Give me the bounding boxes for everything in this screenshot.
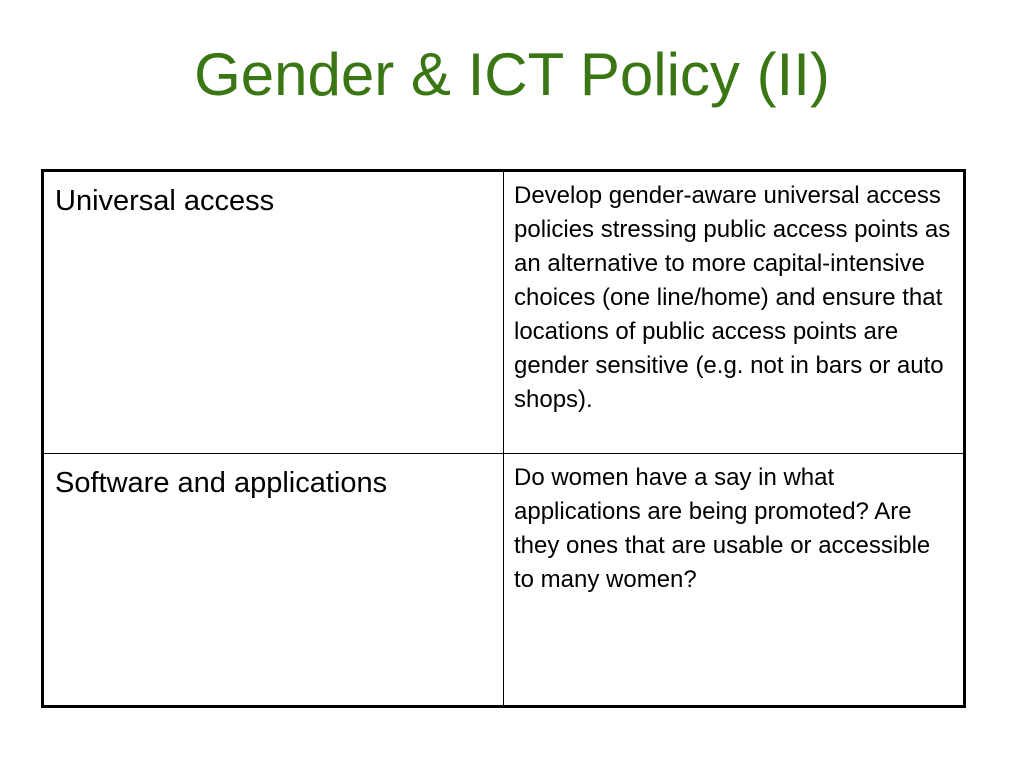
slide-title: Gender & ICT Policy (II) [194, 41, 830, 108]
topic-cell: Software and applications [43, 454, 504, 707]
description-cell: Develop gender-aware universal access policies stressing public access points as an alternative to more capital-intensive choices (one line/home) and ensure that locations of public access points are gender sensitive (e.g. not in bars or auto shops). [504, 171, 965, 454]
topic-cell: Universal access [43, 171, 504, 454]
description-cell: Do women have a say in what applications are being promoted? Are they ones that are usable or accessible to many women? [504, 454, 965, 707]
table-row [43, 454, 965, 707]
table-row [43, 171, 965, 454]
policy-table [41, 169, 966, 708]
